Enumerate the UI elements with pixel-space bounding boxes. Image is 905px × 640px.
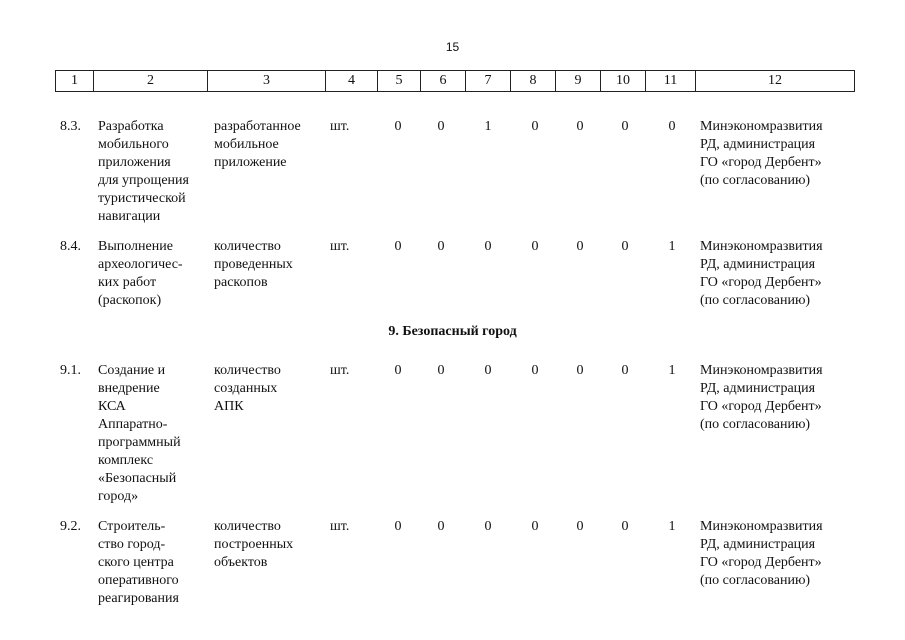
row-value: 0: [531, 519, 539, 534]
row-value: 0: [484, 519, 492, 534]
row-name-line: Разработка: [98, 119, 164, 134]
row-name-line: для упрощения: [98, 173, 189, 188]
row-id: 9.2.: [60, 519, 81, 534]
row-name: [98, 238, 183, 310]
header-cell-11: 11: [645, 71, 695, 91]
row-name-line: город»: [98, 489, 139, 504]
row-responsible-line: ГО «город Дербент»: [700, 555, 822, 570]
row-responsible-line: Минэкономразвития: [700, 519, 823, 534]
row-unit: шт.: [330, 239, 350, 254]
row-responsible-line: (по согласованию): [700, 417, 811, 432]
row-name: [98, 362, 181, 506]
row-name-line: внедрение: [98, 381, 160, 396]
row-responsible-line: ГО «город Дербент»: [700, 399, 822, 414]
row-name-line: ство город-: [98, 537, 166, 552]
row-value: 0: [621, 119, 629, 134]
row-name-line: комплекс: [98, 453, 154, 468]
row-name-line: ского центра: [98, 555, 174, 570]
row-unit: шт.: [330, 519, 350, 534]
row-value: 1: [668, 363, 676, 378]
header-cell-2: 2: [93, 71, 207, 91]
row-responsible-line: (по согласованию): [700, 293, 811, 308]
row-responsible-line: ГО «город Дербент»: [700, 155, 822, 170]
row-value: 1: [668, 239, 676, 254]
row-indicator-line: количество: [214, 519, 281, 534]
row-responsible: [700, 518, 860, 590]
row-name-line: Выполнение: [98, 239, 173, 254]
row-name-line: (раскопок): [98, 293, 162, 308]
row-name-line: оперативного: [98, 573, 179, 588]
row-value: 0: [437, 363, 445, 378]
row-value: 0: [576, 363, 584, 378]
row-value: 0: [437, 239, 445, 254]
row-id: 8.4.: [60, 239, 81, 254]
row-value: 0: [531, 239, 539, 254]
header-cell-4: 4: [325, 71, 377, 91]
row-responsible-line: ГО «город Дербент»: [700, 275, 822, 290]
row-value: 0: [576, 119, 584, 134]
row-indicator-line: построенных: [214, 537, 294, 552]
row-indicator-line: приложение: [214, 155, 287, 170]
row-responsible-line: Минэкономразвития: [700, 363, 823, 378]
row-name-line: археологичес-: [98, 257, 183, 272]
header-cell-9: 9: [555, 71, 600, 91]
row-name-line: КСА: [98, 399, 126, 414]
header-cell-3: 3: [207, 71, 325, 91]
row-name-line: Аппаратно-: [98, 417, 168, 432]
row-name-line: реагирования: [98, 591, 179, 606]
row-name-line: навигации: [98, 209, 161, 224]
header-cell-12: 12: [695, 71, 855, 91]
page-number: 15: [445, 40, 460, 54]
row-name-line: «Безопасный: [98, 471, 177, 486]
row-responsible-line: Минэкономразвития: [700, 119, 823, 134]
row-value: 1: [668, 519, 676, 534]
row-indicator-line: количество: [214, 239, 281, 254]
row-value: 0: [531, 119, 539, 134]
row-name: [98, 518, 179, 608]
row-name-line: Создание и: [98, 363, 166, 378]
header-cell-1: 1: [55, 71, 93, 91]
row-responsible: [700, 118, 860, 190]
section-title: 9. Безопасный город: [388, 324, 517, 339]
row-value: 0: [394, 363, 402, 378]
row-indicator: [214, 118, 301, 172]
row-unit: шт.: [330, 119, 350, 134]
row-indicator: [214, 238, 293, 292]
row-unit: шт.: [330, 363, 350, 378]
row-id: 9.1.: [60, 363, 81, 378]
row-responsible-line: (по согласованию): [700, 173, 811, 188]
row-name-line: мобильного: [98, 137, 169, 152]
row-value: 0: [621, 239, 629, 254]
row-responsible: [700, 362, 860, 434]
row-indicator-line: объектов: [214, 555, 268, 570]
row-id: 8.3.: [60, 119, 81, 134]
row-indicator: [214, 362, 281, 416]
row-value: 0: [394, 239, 402, 254]
row-responsible-line: РД, администрация: [700, 537, 816, 552]
row-name-line: приложения: [98, 155, 171, 170]
row-name-line: туристической: [98, 191, 186, 206]
row-name: [98, 118, 189, 226]
row-indicator-line: проведенных: [214, 257, 293, 272]
row-value: 0: [437, 119, 445, 134]
row-value: 1: [484, 119, 492, 134]
row-responsible-line: РД, администрация: [700, 257, 816, 272]
row-responsible: [700, 238, 860, 310]
row-indicator: [214, 518, 293, 572]
header-cell-7: 7: [465, 71, 510, 91]
row-value: 0: [668, 119, 676, 134]
row-value: 0: [394, 519, 402, 534]
row-name-line: Строитель-: [98, 519, 166, 534]
row-indicator-line: АПК: [214, 399, 244, 414]
row-value: 0: [394, 119, 402, 134]
header-cell-5: 5: [377, 71, 420, 91]
header-cell-6: 6: [420, 71, 465, 91]
row-indicator-line: мобильное: [214, 137, 279, 152]
row-indicator-line: количество: [214, 363, 281, 378]
row-value: 0: [576, 239, 584, 254]
row-value: 0: [437, 519, 445, 534]
row-value: 0: [484, 239, 492, 254]
table-header-row: [55, 70, 855, 92]
row-indicator-line: раскопов: [214, 275, 268, 290]
row-name-line: программный: [98, 435, 181, 450]
row-responsible-line: РД, администрация: [700, 137, 816, 152]
row-indicator-line: созданных: [214, 381, 278, 396]
row-value: 0: [531, 363, 539, 378]
row-value: 0: [621, 363, 629, 378]
header-cell-8: 8: [510, 71, 555, 91]
row-value: 0: [621, 519, 629, 534]
row-indicator-line: разработанное: [214, 119, 301, 134]
row-value: 0: [484, 363, 492, 378]
row-responsible-line: Минэкономразвития: [700, 239, 823, 254]
row-value: 0: [576, 519, 584, 534]
row-responsible-line: (по согласованию): [700, 573, 811, 588]
row-responsible-line: РД, администрация: [700, 381, 816, 396]
row-name-line: ких работ: [98, 275, 157, 290]
header-cell-10: 10: [600, 71, 645, 91]
